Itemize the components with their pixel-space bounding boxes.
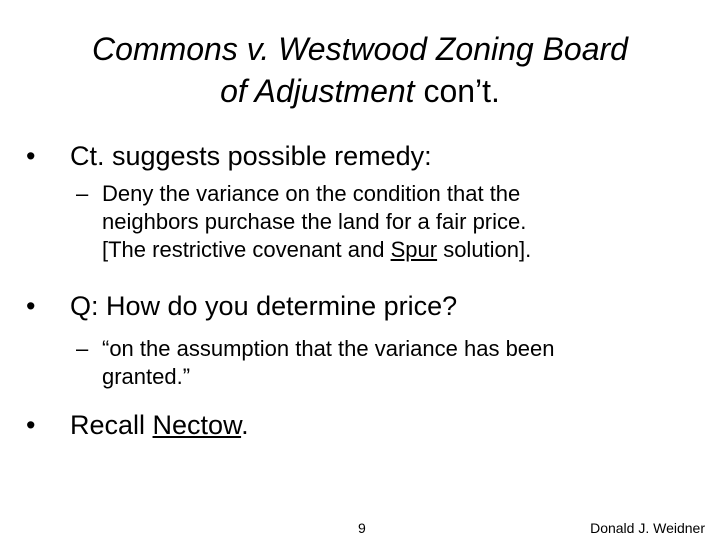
slide-title <box>20 28 700 112</box>
title-case-name: Commons v. Westwood Zoning Board <box>92 31 628 67</box>
bullet-text-pre: Recall <box>70 410 153 440</box>
bullet-2 <box>26 290 457 322</box>
case-link-nectow: Nectow <box>152 410 242 440</box>
sub-bullet-line-1: Deny the variance on the condition that the <box>102 181 521 206</box>
title-case-name-cont: of Adjustment <box>220 73 415 109</box>
bullet-text: Q: How do you determine price? <box>70 291 458 321</box>
sub-bullet-line-2: granted.” <box>102 364 191 389</box>
bullet-3 <box>26 409 249 441</box>
sub-bullet-line-2: neighbors purchase the land for a fair price. <box>102 209 527 234</box>
title-line-2 <box>20 70 700 112</box>
bullet-text-post: . <box>241 410 249 440</box>
title-line-1 <box>20 28 700 70</box>
sub-bullet-1 <box>76 180 531 264</box>
sub-bullet-2 <box>76 335 555 391</box>
sub-bullet-marker: – <box>76 181 89 206</box>
bullet-text: Ct. suggests possible remedy: <box>70 141 432 171</box>
case-link-spur: Spur <box>390 237 438 262</box>
sub-bullet-line-3 <box>76 236 531 264</box>
bullet-marker: • <box>26 141 36 171</box>
sub-bullet-marker: – <box>76 336 89 361</box>
bullet-marker: • <box>26 291 36 321</box>
page-number: 9 <box>358 520 366 536</box>
bullet-1 <box>26 140 432 172</box>
author-name: Donald J. Weidner <box>590 520 705 536</box>
sub-bullet-line-1: “on the assumption that the variance has been <box>102 336 555 361</box>
sub-bullet-line-3-post: solution]. <box>437 237 532 262</box>
title-suffix: con’t. <box>414 73 500 109</box>
sub-bullet-line-3-pre: [The restrictive covenant and <box>102 237 391 262</box>
bullet-marker: • <box>26 410 36 440</box>
